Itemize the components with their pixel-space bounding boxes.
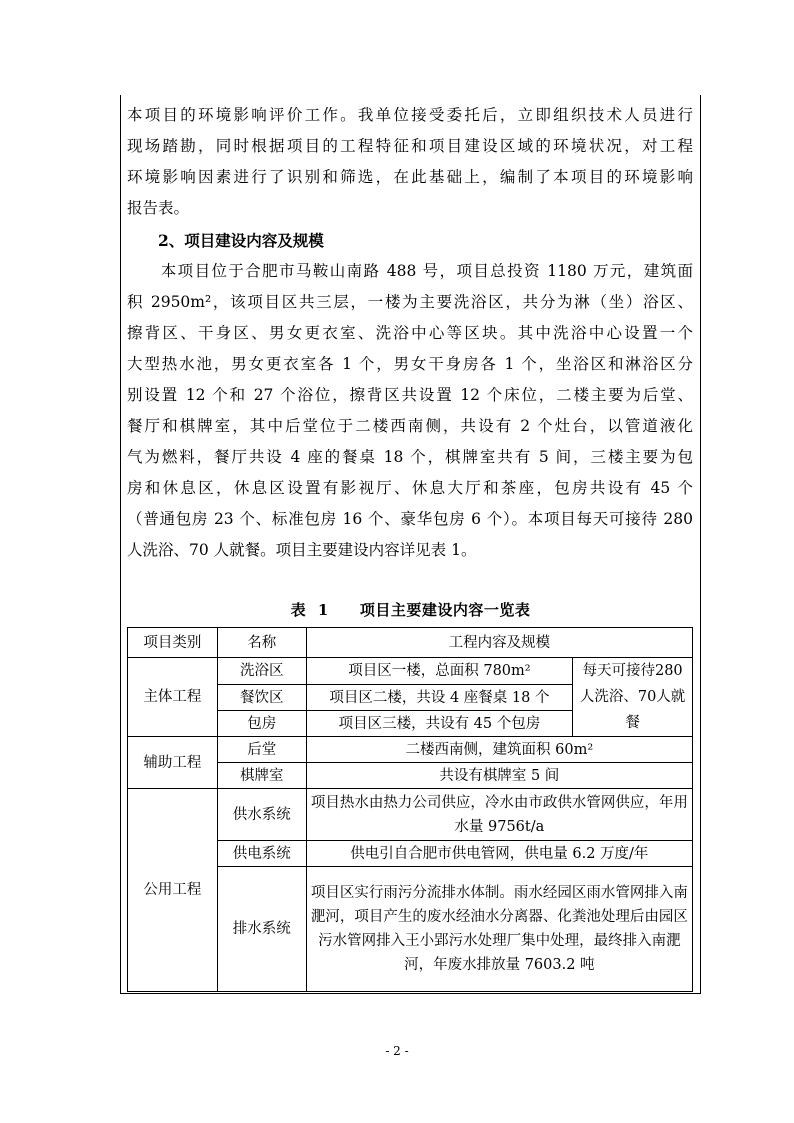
header-name: 名称 <box>217 628 306 658</box>
category-utility: 公用工程 <box>128 789 218 992</box>
paragraph-2-line-10: 人洗浴、70 人就餐。项目主要建设内容详见表 1。 <box>127 541 477 559</box>
name-power-supply: 供电系统 <box>217 841 306 867</box>
content-drainage: 项目区实行雨污分流排水体制。雨水经园区雨水管网排入南淝河，项目产生的废水经油水分离器、化粪池处理后由园区污水管网排入王小郢污水处理厂集中处理，最终排入南淝河，年废水排放量 7603.2 吨 <box>306 867 692 992</box>
table-row <box>128 658 693 685</box>
paragraph-2-line-7: 气为燃料，餐厅共设 4 座的餐桌 18 个，棋牌室共有 5 间，三楼主要为包 <box>127 448 693 466</box>
page-number: - 2 - <box>385 1044 409 1058</box>
content-private-rooms: 项目区三楼，共设有 45 个包房 <box>306 711 573 737</box>
capacity-note: 每天可接待280人洗浴、70人就餐 <box>573 658 693 737</box>
table-row <box>128 737 693 763</box>
paragraph-2-line-5: 别设置 12 个和 27 个浴位，擦背区共设置 12 个床位，二楼主要为后堂、 <box>127 386 693 404</box>
paragraph-1-line-3: 环境影响因素进行了识别和筛选，在此基础上，编制了本项目的环境影响 <box>127 168 693 186</box>
name-bath-area: 洗浴区 <box>217 658 306 685</box>
content-dining-area: 项目区二楼，共设 4 座餐桌 18 个 <box>306 685 573 711</box>
name-water-supply: 供水系统 <box>217 789 306 841</box>
content-power-supply: 供电引自合肥市供电管网，供电量 6.2 万度/年 <box>306 841 692 867</box>
construction-content-table <box>127 627 693 992</box>
name-drainage: 排水系统 <box>217 867 306 992</box>
paragraph-1-line-1: 本项目的环境影响评价工作。我单位接受委托后，立即组织技术人员进行 <box>127 106 693 124</box>
name-chess-room: 棋牌室 <box>217 763 306 789</box>
header-content: 工程内容及规模 <box>306 628 692 658</box>
name-private-rooms: 包房 <box>217 711 306 737</box>
content-water-supply: 项目热水由热力公司供应，冷水由市政供水管网供应，年用水量 9756t/a <box>306 789 692 841</box>
paragraph-2-line-2: 积 2950m²，该项目区共三层，一楼为主要洗浴区，共分为淋（坐）浴区、 <box>127 293 693 311</box>
content-kitchen: 二楼西南侧，建筑面积 60m² <box>306 737 692 763</box>
paragraph-2-line-6: 餐厅和棋牌室，其中后堂位于二楼西南侧，共设有 2 个灶台，以管道液化 <box>127 417 693 435</box>
paragraph-2-line-1: 本项目位于合肥市马鞍山南路 488 号，项目总投资 1180 万元，建筑面 <box>127 262 693 280</box>
paragraph-1-line-2: 现场踏勘，同时根据项目的工程特征和项目建设区域的环境状况，对工程 <box>127 137 693 155</box>
paragraph-2-line-3: 擦背区、干身区、男女更衣室、洗浴中心等区块。其中洗浴中心设置一个 <box>127 324 693 342</box>
content-bath-area: 项目区一楼，总面积 780m² <box>306 658 573 685</box>
header-category: 项目类别 <box>128 628 218 658</box>
table-row <box>128 789 693 841</box>
content-chess-room: 共设有棋牌室 5 间 <box>306 763 692 789</box>
paragraph-2-line-8: 房和休息区，休息区设置有影视厅、休息大厅和茶座，包房共设有 45 个 <box>127 479 693 497</box>
paragraph-2-line-4: 大型热水池，男女更衣室各 1 个，男女干身房各 1 个，坐浴区和淋浴区分 <box>127 355 693 373</box>
paragraph-2-line-9: （普通包房 23 个、标准包房 16 个、豪华包房 6 个）。本项目每天可接待 280 <box>127 510 693 528</box>
section-heading: 2、项目建设内容及规模 <box>158 231 324 250</box>
category-main: 主体工程 <box>128 658 218 737</box>
name-dining-area: 餐饮区 <box>217 685 306 711</box>
category-aux: 辅助工程 <box>128 737 218 789</box>
table-header-row <box>128 628 693 658</box>
name-kitchen: 后堂 <box>217 737 306 763</box>
table-caption: 表 1 项目主要建设内容一览表 <box>290 601 531 619</box>
paragraph-1-line-4: 报告表。 <box>127 199 190 217</box>
